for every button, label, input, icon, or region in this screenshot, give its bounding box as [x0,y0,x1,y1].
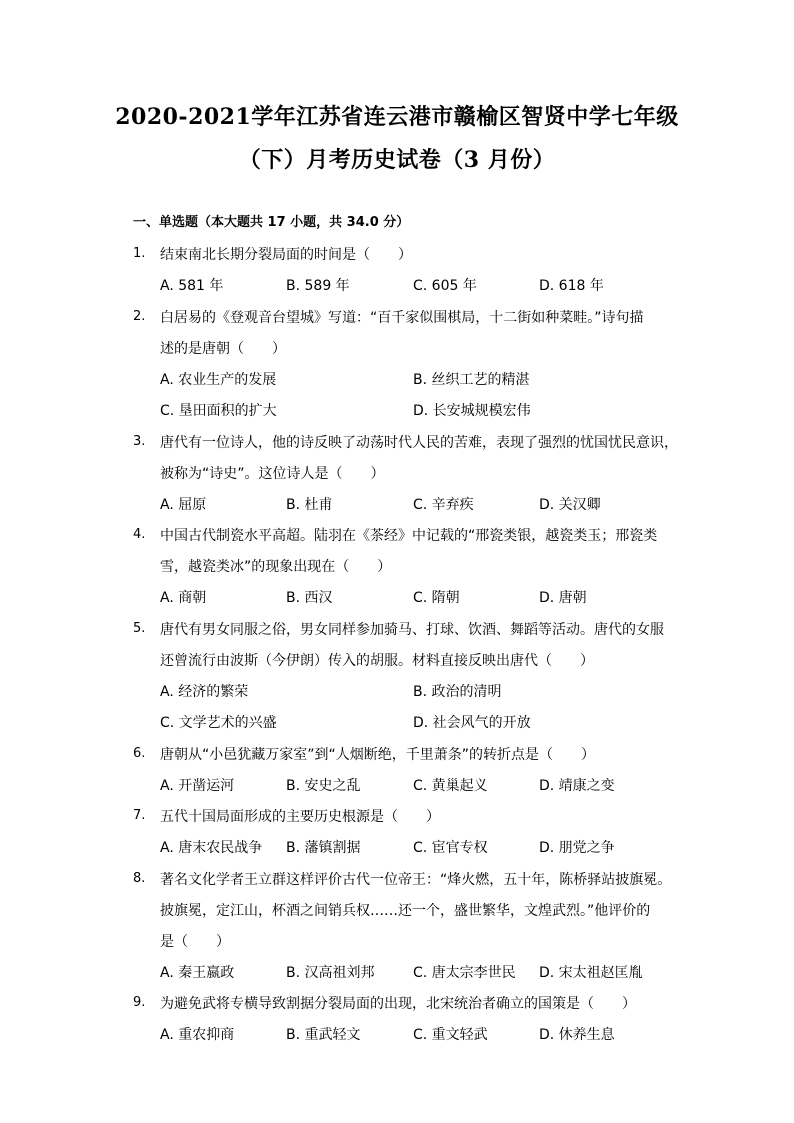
option-a: A. 开凿运河 [160,778,235,794]
option-a: A. 商朝 [160,590,207,606]
option-b: B. 丝织工艺的精湛 [413,372,530,388]
question-text: 披旗冕，定江山，杯酒之间销兵权……还一个，盛世繁华，文煌武烈。”他评价的 [160,903,651,919]
option-b: B. 杜甫 [286,497,333,513]
option-b: B. 政治的清明 [413,684,502,700]
option-d: D. 唐朝 [539,590,587,606]
option-d: D. 休养生息 [539,1027,615,1043]
question-text: 被称为“诗史”。这位诗人是（ ） [160,466,385,482]
question-number: 8. [133,871,146,886]
option-d: D. 靖康之变 [539,778,615,794]
option-d: D. 社会风气的开放 [413,715,531,731]
option-d: D. 长安城规模宏伟 [413,403,531,419]
option-c: C. 黄巢起义 [413,778,488,794]
question-number: 9. [133,995,146,1010]
option-a: A. 屈原 [160,497,207,513]
question-text: 中国古代制瓷水平高超。陆羽在《茶经》中记载的“邢瓷类银，越瓷类玉；邢瓷类 [160,528,658,544]
question-text: 唐朝从“小邑犹藏万家室”到“人烟断绝，千里萧条”的转折点是（ ） [160,747,596,763]
option-a: A. 经济的繁荣 [160,684,249,700]
option-c: C. 辛弃疾 [413,497,474,513]
option-d: D. 宋太祖赵匡胤 [539,965,643,981]
option-d: D. 618 年 [539,278,604,294]
page-title-line1: 2020-2021学年江苏省连云港市赣榆区智贤中学七年级 [115,104,679,130]
question-number: 7. [133,808,146,823]
option-b: B. 安史之乱 [286,778,361,794]
question-text: 还曾流行由波斯（今伊朗）传入的胡服。材料直接反映出唐代（ ） [160,653,594,669]
question-number: 4. [133,527,146,542]
question-text: 结束南北长期分裂局面的时间是（ ） [160,247,412,263]
option-d: D. 朋党之争 [539,840,615,856]
question-number: 6. [133,746,146,761]
option-c: C. 宦官专权 [413,840,488,856]
option-b: B. 汉高祖刘邦 [286,965,375,981]
option-b: B. 589 年 [286,278,350,294]
question-text: 白居易的《登观音台望城》写道：“百千家似围棋局，十二街如种菜畦。”诗句描 [160,310,644,326]
option-a: A. 唐末农民战争 [160,840,263,856]
page-title-line2: （下）月考历史试卷（3 月份） [238,147,556,173]
option-c: C. 垦田面积的扩大 [160,403,277,419]
question-text: 唐代有男女同服之俗，男女同样参加骑马、打球、饮酒、舞蹈等活动。唐代的女服 [160,622,664,638]
option-a: A. 农业生产的发展 [160,372,277,388]
option-c: C. 文学艺术的兴盛 [160,715,277,731]
question-number: 3. [133,434,146,449]
question-text: 唐代有一位诗人，他的诗反映了动荡时代人民的苦难，表现了强烈的忧国忧民意识， [160,435,678,451]
question-text: 是（ ） [160,934,230,950]
option-c: C. 605 年 [413,278,477,294]
question-number: 1. [133,246,146,261]
question-number: 2. [133,309,146,324]
option-c: C. 重文轻武 [413,1027,488,1043]
question-text: 为避免武将专横导致割据分裂局面的出现，北宋统治者确立的国策是（ ） [160,996,636,1012]
question-text: 著名文化学者王立群这样评价古代一位帝王：“烽火燃，五十年，陈桥驿站披旗冕。 [160,872,672,888]
question-text: 雪，越瓷类冰”的现象出现在（ ） [160,559,392,575]
option-c: C. 唐太宗李世民 [413,965,516,981]
option-b: B. 藩镇割据 [286,840,361,856]
option-b: B. 重武轻文 [286,1027,361,1043]
question-text: 五代十国局面形成的主要历史根源是（ ） [160,809,440,825]
option-b: B. 西汉 [286,590,333,606]
question-text: 述的是唐朝（ ） [160,341,286,357]
option-a: A. 秦王嬴政 [160,965,235,981]
question-number: 5. [133,621,146,636]
option-a: A. 重农抑商 [160,1027,235,1043]
option-a: A. 581 年 [160,278,224,294]
option-c: C. 隋朝 [413,590,460,606]
section-heading: 一、单选题（本大题共 17 小题，共 34.0 分） [133,215,410,230]
option-d: D. 关汉卿 [539,497,601,513]
